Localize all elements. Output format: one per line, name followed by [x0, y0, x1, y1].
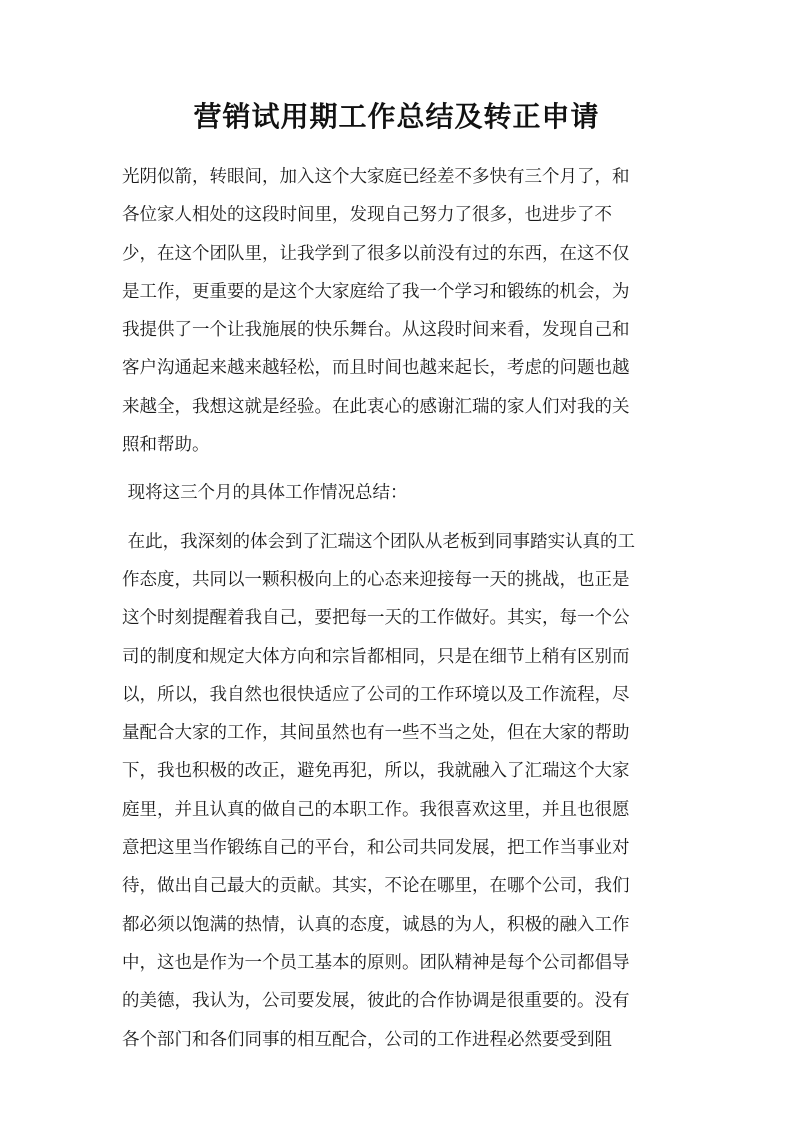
paragraph-intro [122, 158, 675, 464]
text-line: 来越全，我想这就是经验。在此衷心的感谢汇瑞的家人们对我的关 [122, 396, 630, 417]
text-line: 下，我也积极的改正，避免再犯，所以，我就融入了汇瑞这个大家 [122, 761, 630, 782]
text-line: 司的制度和规定大体方向和宗旨都相同，只是在细节上稍有区别而 [122, 646, 630, 667]
text-line: 这个时刻提醒着我自己，要把每一天的工作做好。其实，每一个公 [122, 608, 630, 629]
text-line: 中，这也是作为一个员工基本的原则。团队精神是每个公司都倡导 [122, 952, 630, 973]
text-line: 照和帮助。 [122, 435, 210, 456]
text-line: 客户沟通起来越来越轻松，而且时间也越来起长，考虑的问题也越 [122, 358, 630, 379]
text-line: 各位家人相处的这段时间里，发现自己努力了很多，也进步了不 [122, 205, 612, 226]
text-line: 是工作，更重要的是这个大家庭给了我一个学习和锻练的机会，为 [122, 281, 630, 302]
text-line: 都必须以饱满的热情，认真的态度，诚恳的为人，积极的融入工作 [122, 914, 630, 935]
paragraph-summary-heading [122, 474, 675, 512]
text-line: 我提供了一个让我施展的快乐舞台。从这段时间来看，发现自己和 [122, 320, 630, 341]
text-line: 作态度，共同以一颗积极向上的心态来迎接每一天的挑战，也正是 [122, 569, 630, 590]
text-line: 各个部门和各们同事的相互配合，公司的工作进程必然要受到阻 [122, 1029, 612, 1050]
text-line: 的美德，我认为，公司要发展，彼此的合作协调是很重要的。没有 [122, 991, 630, 1012]
text-line: 以，所以，我自然也很快适应了公司的工作环境以及工作流程，尽 [122, 684, 630, 705]
text-line: 光阴似箭，转眼间，加入这个大家庭已经差不多快有三个月了，和 [122, 167, 630, 187]
text-line: 待，做出自己最大的贡献。其实，不论在哪里，在哪个公司，我们 [122, 876, 630, 897]
text-line: 现将这三个月的具体工作情况总结： [122, 483, 408, 504]
document-body [122, 158, 675, 1059]
document-title: 营销试用期工作总结及转正申请 [193, 100, 600, 133]
text-line: 在此，我深刻的体会到了汇瑞这个团队从老板到同事踏实认真的工 [122, 531, 636, 552]
text-line: 庭里，并且认真的做自己的本职工作。我很喜欢这里，并且也很愿 [122, 799, 630, 820]
text-line: 量配合大家的工作，其间虽然也有一些不当之处，但在大家的帮助 [122, 723, 630, 744]
text-line: 意把这里当作锻练自己的平台，和公司共同发展，把工作当事业对 [122, 838, 630, 859]
text-line: 少，在这个团队里，让我学到了很多以前没有过的东西，在这不仅 [122, 243, 630, 264]
paragraph-details [122, 523, 675, 1059]
